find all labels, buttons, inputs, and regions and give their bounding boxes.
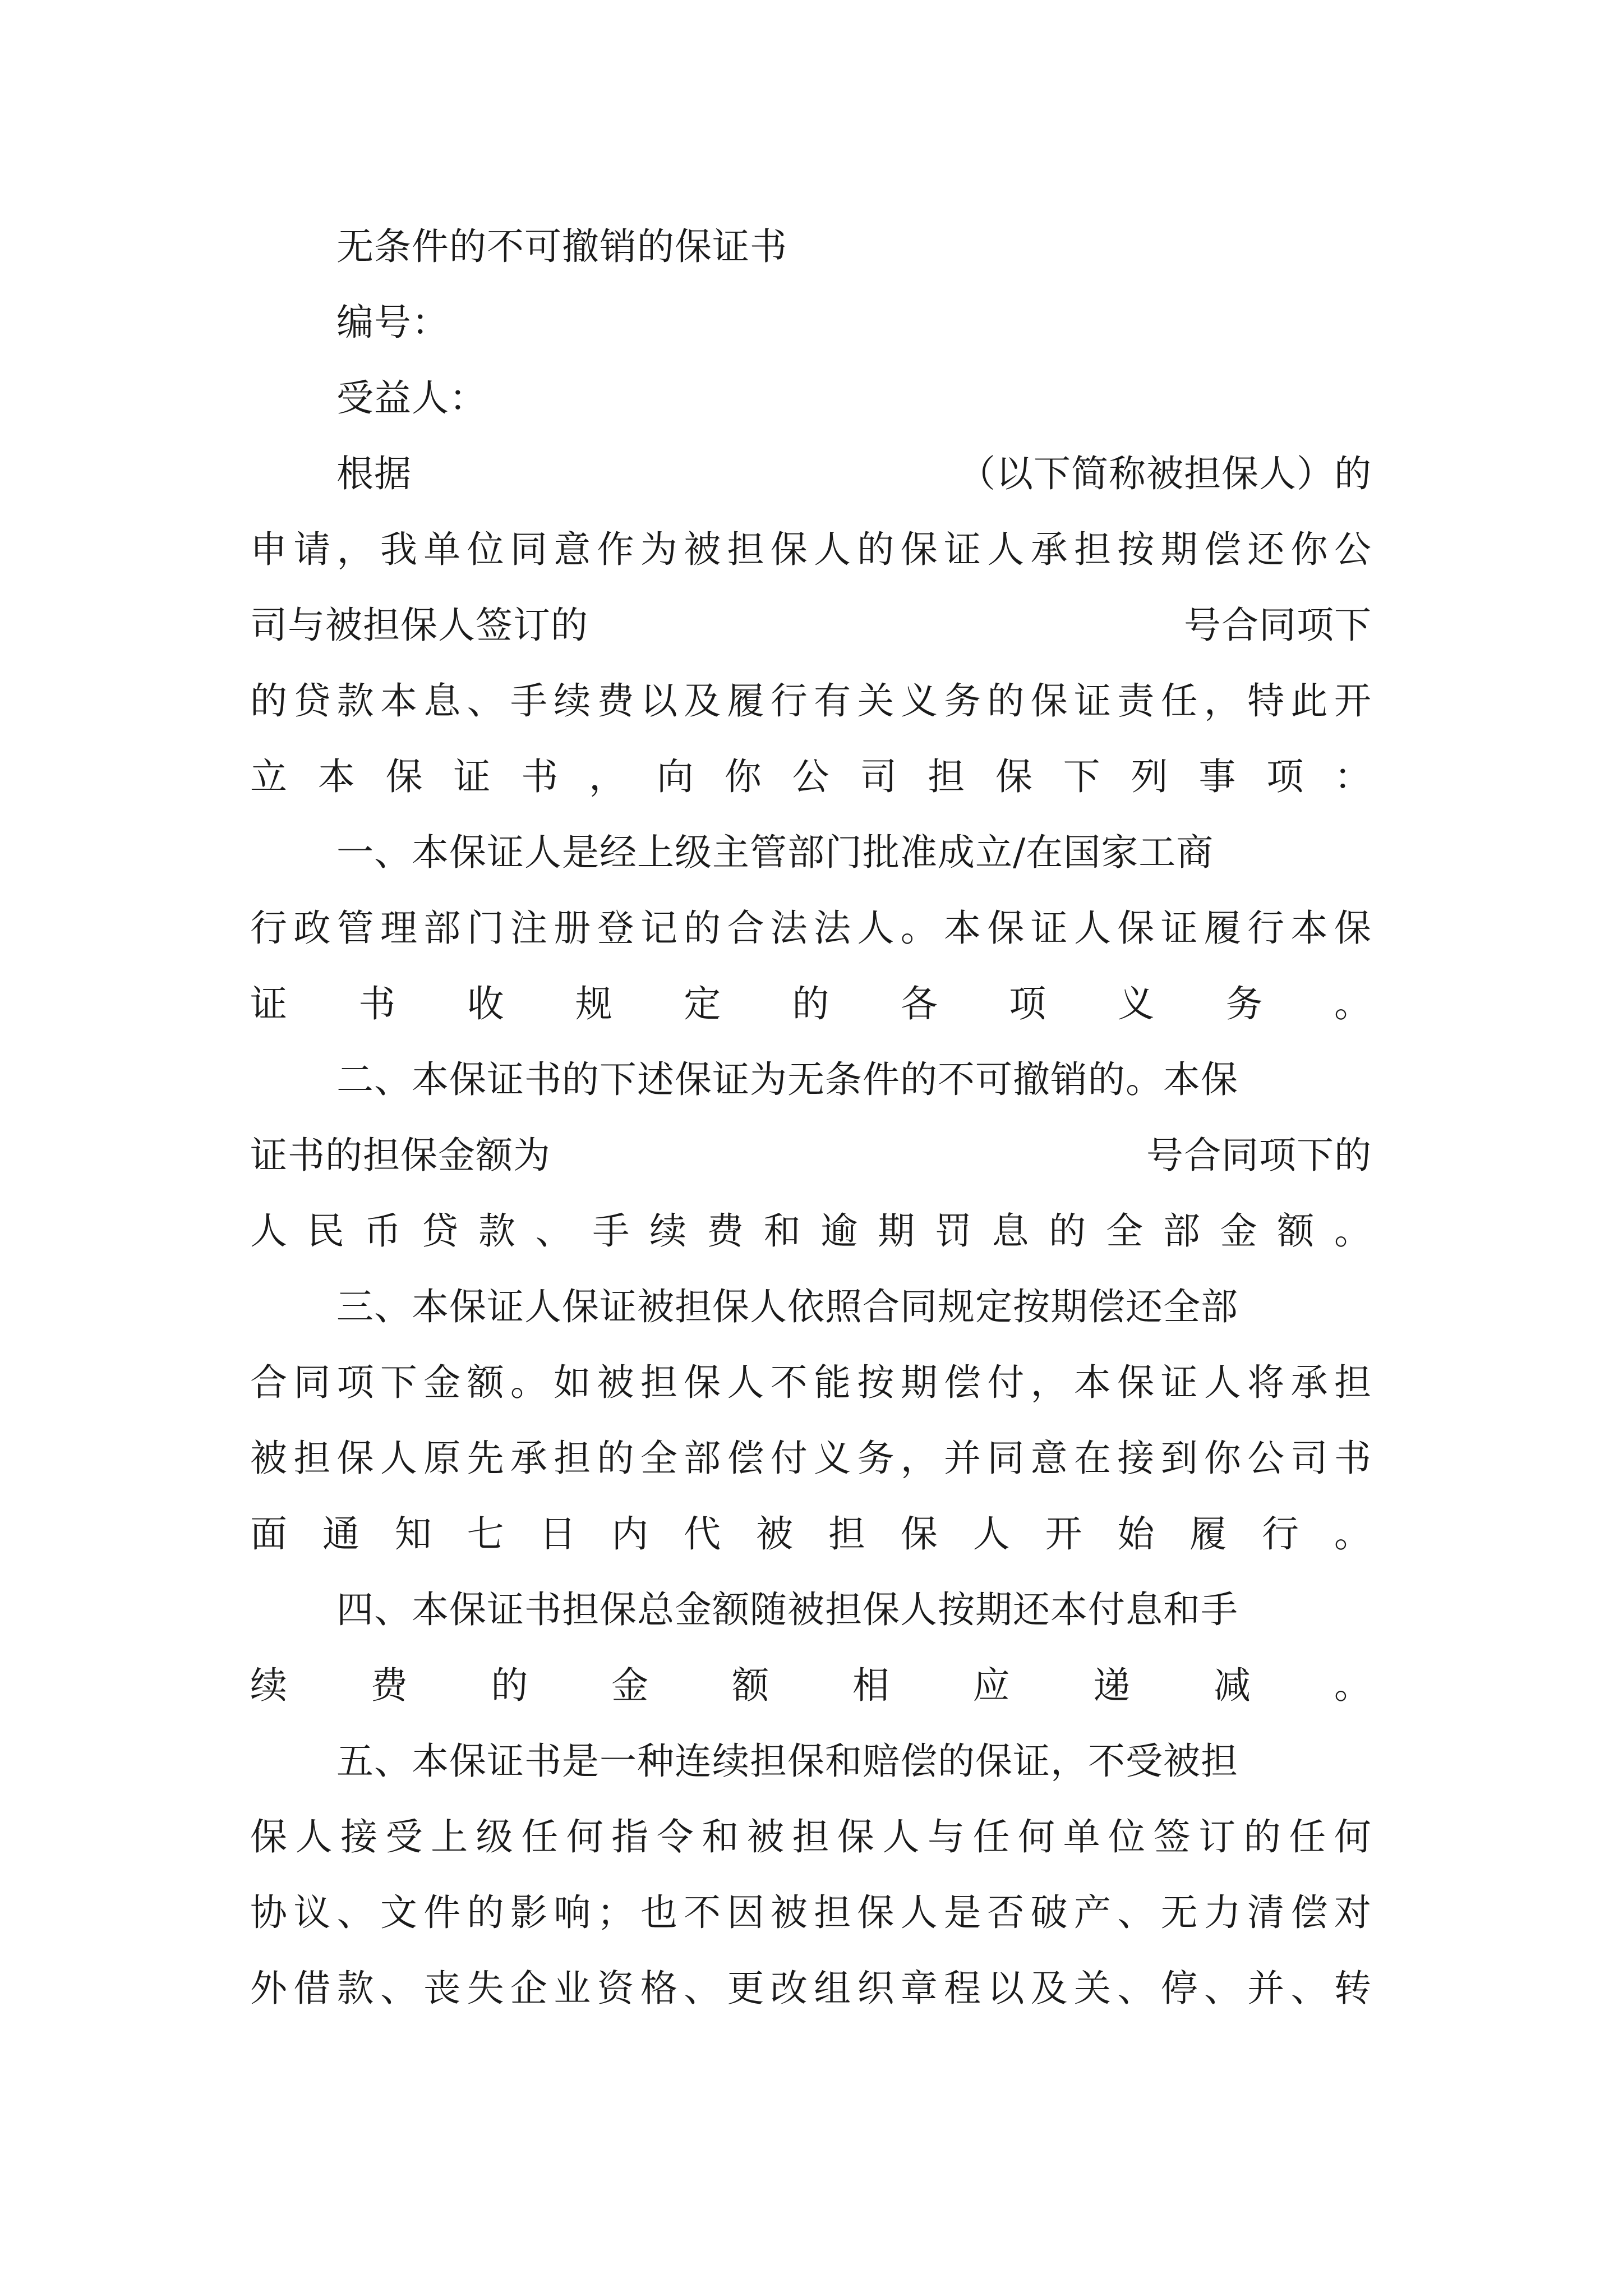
intro-line-2: 申 请 ， 我 单 位 同 意 作 为 被 担 保 人 的 保 证 人 承 担 按 期 偿 还 你 公 <box>250 528 1372 571</box>
clause-1-line-1: 一、本保证人是经上级主管部门批准成立/在国家工商 <box>336 831 1214 874</box>
clause-3-line-3: 被 担 保 人 原 先 承 担 的 全 部 偿 付 义 务 ， 并 同 意 在 接 到 你 公 司 书 <box>250 1437 1372 1480</box>
clause-3-line-2: 合 同 项 下 金 额 。 如 被 担 保 人 不 能 按 期 偿 付 ， 本 保 证 人 将 承 担 <box>250 1361 1372 1404</box>
clause-5-line-3: 协 议 、 文 件 的 影 响 ； 也 不 因 被 担 保 人 是 否 破 产 、 无 力 清 偿 对 <box>250 1891 1372 1934</box>
intro-line-3-right: 号合同项下 <box>1184 604 1372 647</box>
clause-2-line-2 <box>250 1130 1372 1181</box>
clause-3-line-1: 三、本保证人保证被担保人依照合同规定按期偿还全部 <box>336 1285 1238 1328</box>
clause-5-line-2: 保 人 接 受 上 级 任 何 指 令 和 被 担 保 人 与 任 何 单 位 签 订 的 任 何 <box>250 1815 1372 1858</box>
intro-line-1 <box>336 449 1372 499</box>
intro-line-4: 的 贷 款 本 息 、 手 续 费 以 及 履 行 有 关 义 务 的 保 证 责 任 ， 特 此 开 <box>250 679 1372 723</box>
clause-5-line-1: 五、本保证书是一种连续担保和赔偿的保证，不受被担 <box>336 1740 1238 1783</box>
intro-line-1-left: 根据 <box>336 452 412 495</box>
clause-2-line-1: 二、本保证书的下述保证为无条件的不可撤销的。本保 <box>336 1058 1238 1101</box>
clause-5-line-4: 外 借 款 、 丧 失 企 业 资 格 、 更 改 组 织 章 程 以 及 关 、 停 、 并 、 转 <box>250 1967 1372 2010</box>
clause-1-line-3: 证 书 收 规 定 的 各 项 义 务 。 <box>250 982 1372 1025</box>
clause-2-line-2-left: 证书的担保金额为 <box>250 1134 551 1177</box>
number-label: 编号： <box>336 301 449 344</box>
intro-line-3 <box>250 600 1372 651</box>
intro-line-3-left: 司与被担保人签订的 <box>250 604 588 647</box>
clause-4-line-2: 续 费 的 金 额 相 应 递 减 。 <box>250 1664 1372 1707</box>
beneficiary-label: 受益人： <box>336 376 487 420</box>
document-title: 无条件的不可撤销的保证书 <box>336 225 787 268</box>
clause-2-line-3: 人 民 币 贷 款 、 手 续 费 和 逾 期 罚 息 的 全 部 金 额 。 <box>250 1209 1372 1253</box>
clause-4-line-1: 四、本保证书担保总金额随被担保人按期还本付息和手 <box>336 1588 1238 1631</box>
clause-2-line-2-right: 号合同项下的 <box>1146 1134 1372 1177</box>
clause-3-line-4: 面 通 知 七 日 内 代 被 担 保 人 开 始 履 行 。 <box>250 1512 1372 1556</box>
clause-1-line-2: 行 政 管 理 部 门 注 册 登 记 的 合 法 法 人 。 本 保 证 人 保 证 履 行 本 保 <box>250 907 1372 950</box>
intro-line-5: 立 本 保 证 书 ， 向 你 公 司 担 保 下 列 事 项 ： <box>250 755 1372 798</box>
intro-line-1-right: （以下简称被担保人）的 <box>958 452 1372 495</box>
